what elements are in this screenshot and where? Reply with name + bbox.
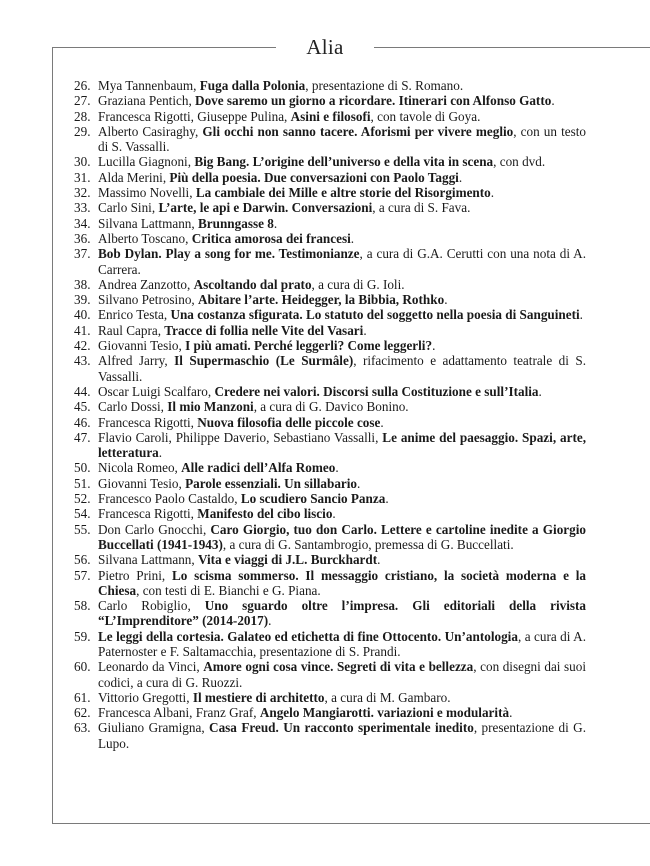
item-details: , a cura di G. Santambrogio, premessa di G. Buccellati. — [222, 536, 514, 552]
list-item — [74, 506, 586, 521]
item-author: Flavio Caroli, Philippe Daverio, Sebastiano Vassalli, — [98, 429, 383, 445]
item-text — [98, 93, 555, 108]
item-number: 58. — [74, 598, 91, 614]
item-author: Vittorio Gregotti, — [98, 689, 193, 705]
item-title: Asini e filosofi — [290, 108, 371, 124]
item-title: Nuova filosofia delle piccole cose — [197, 414, 381, 430]
item-author: Francesca Rigotti, Giuseppe Pulina, — [98, 108, 291, 124]
item-number: 52. — [74, 491, 91, 507]
list-item — [74, 246, 586, 277]
item-author: Oscar Luigi Scalfaro, — [98, 383, 215, 399]
item-details: . — [335, 460, 339, 476]
item-text — [98, 154, 545, 169]
item-author: Mya Tannenbaum, — [98, 78, 200, 93]
item-details: , presentazione di S. Romano. — [305, 78, 464, 93]
item-text — [98, 216, 277, 231]
item-number: 57. — [74, 567, 91, 583]
item-details: , con dvd. — [493, 154, 546, 170]
list-item — [74, 568, 586, 599]
item-details: , a cura di G. Davico Bonino. — [253, 399, 409, 415]
item-details: , presentazione di G. Lupo. — [98, 720, 586, 751]
catalog-list — [74, 78, 586, 751]
item-text — [98, 491, 389, 506]
item-author: Don Carlo Gnocchi, — [98, 521, 211, 537]
item-details: . — [363, 322, 367, 338]
list-item — [74, 216, 586, 231]
list-item — [74, 476, 586, 491]
item-title: Più della poesia. Due conversazioni con Paolo Taggi — [169, 169, 459, 185]
item-details: , con testi di E. Bianchi e G. Piana. — [136, 582, 321, 598]
item-number: 50. — [74, 460, 91, 476]
item-details: , a cura di G. Ioli. — [311, 276, 405, 292]
item-details: . — [380, 414, 384, 430]
item-number: 47. — [74, 429, 91, 445]
list-item — [74, 705, 586, 720]
item-number: 45. — [74, 399, 91, 415]
item-details: , con tavole di Goya. — [370, 108, 481, 124]
item-title: Dove saremo un giorno a ricordare. Itinerari con Alfonso Gatto — [195, 93, 552, 109]
item-number: 34. — [74, 215, 91, 231]
item-text — [98, 690, 451, 705]
item-details: . — [551, 93, 555, 109]
item-number: 30. — [74, 154, 91, 170]
list-item — [74, 690, 586, 705]
item-details: , a cura di M. Gambaro. — [324, 689, 451, 705]
item-author: Lucilla Giagnoni, — [98, 154, 195, 170]
item-number: 31. — [74, 169, 91, 185]
item-title: Critica amorosa dei francesi — [191, 230, 351, 246]
list-item — [74, 629, 586, 660]
item-number: 33. — [74, 200, 91, 216]
item-author: Carlo Robiglio, — [98, 598, 205, 614]
item-text — [98, 200, 470, 215]
item-text — [98, 353, 586, 383]
item-author: Nicola Romeo, — [98, 460, 182, 476]
item-title: Parole essenziali. Un sillabario — [185, 475, 358, 491]
item-details: . — [357, 475, 361, 491]
item-author: Alberto Toscano, — [98, 230, 192, 246]
item-title: L’arte, le api e Darwin. Conversazioni — [158, 200, 373, 216]
item-text — [98, 522, 586, 552]
item-author: Alda Merini, — [98, 169, 170, 185]
item-title: Gli occhi non sanno tacere. Aforismi per vivere meglio — [202, 123, 514, 139]
item-author: Francesco Paolo Castaldo, — [98, 491, 241, 507]
list-item — [74, 720, 586, 751]
item-text — [98, 720, 586, 750]
item-title: Alle radici dell’Alfa Romeo — [181, 460, 336, 476]
item-author: Giovanni Tesio, — [98, 475, 186, 491]
item-details: , a cura di A. Paternoster e F. Saltamacchia, presentazione di S. Prandi. — [98, 628, 586, 659]
item-title: Ascoltando dal prato — [193, 276, 312, 292]
item-details: . — [332, 506, 336, 522]
item-title: La cambiale dei Mille e altre storie del Risorgimento — [195, 185, 491, 201]
page-title: Alia — [276, 33, 373, 61]
list-item — [74, 78, 586, 93]
item-details: . — [377, 552, 381, 568]
item-details: . — [444, 292, 448, 308]
item-title: Casa Freud. Un racconto sperimentale inedito — [209, 720, 474, 736]
item-details: . — [385, 491, 389, 507]
item-text — [98, 124, 586, 154]
list-item — [74, 399, 586, 414]
item-text — [98, 277, 405, 292]
item-author: Raul Capra, — [98, 322, 165, 338]
item-title: I più amati. Perché leggerli? Come leggerli? — [185, 338, 433, 354]
item-number: 51. — [74, 475, 91, 491]
item-author: Francesca Albani, Franz Graf, — [98, 705, 260, 721]
list-item — [74, 93, 586, 108]
item-number: 36. — [74, 230, 91, 246]
header — [0, 33, 650, 61]
item-title: Credere nei valori. Discorsi sulla Costituzione e sull’Italia — [214, 383, 539, 399]
item-text — [98, 78, 463, 93]
list-item — [74, 185, 586, 200]
item-title: Lo scisma sommerso. Il messaggio cristiano, la società moderna e la Chiesa — [98, 567, 586, 598]
item-details: , con disegni dai suoi codici, a cura di G. Ruozzi. — [98, 659, 587, 690]
list-item — [74, 124, 586, 155]
item-author: Giovanni Tesio, — [98, 338, 186, 354]
item-title: Brunngasse 8 — [197, 215, 274, 231]
item-author: Andrea Zanzotto, — [98, 276, 194, 292]
item-text — [98, 338, 435, 353]
item-author: Francesca Rigotti, — [98, 506, 198, 522]
item-details: . — [158, 445, 163, 461]
item-title: Caro Giorgio, tuo don Carlo. Lettere e cartoline inedite a Giorgio Buccellati (1941-1943) — [98, 521, 587, 552]
item-title: Angelo Mangiarotti. variazioni e modularità — [259, 705, 510, 721]
list-item — [74, 277, 586, 292]
item-details: . — [509, 705, 513, 721]
list-item — [74, 200, 586, 215]
list-item — [74, 292, 586, 307]
list-item — [74, 307, 586, 322]
item-details: , con un testo di S. Vassalli. — [98, 123, 586, 155]
item-text — [98, 246, 586, 276]
item-number: 42. — [74, 338, 91, 354]
item-details: , rifacimento e adattamento teatrale di S. Vassalli. — [98, 353, 586, 384]
item-number: 63. — [74, 720, 91, 736]
item-number: 60. — [74, 659, 91, 675]
item-details: . — [490, 185, 495, 201]
item-number: 32. — [74, 185, 91, 201]
item-number: 37. — [74, 246, 91, 262]
item-details: . — [579, 307, 583, 323]
item-title: Le leggi della cortesia. Galateo ed etichetta di fine Ottocento. Un’antologia — [98, 628, 518, 644]
item-author: Alberto Casiraghy, — [98, 123, 203, 139]
list-item — [74, 552, 586, 567]
item-text — [98, 568, 586, 598]
item-title: Il Supermaschio (Le Surmâle) — [174, 353, 354, 369]
item-details: . — [350, 230, 355, 246]
item-title: Una costanza sfigurata. Lo statuto del soggetto nella poesia di Sanguineti — [170, 307, 580, 323]
item-number: 55. — [74, 521, 91, 537]
item-title: Lo scudiero Sancio Panza — [240, 491, 386, 507]
item-text — [98, 231, 354, 246]
item-title: Il mestiere di architetto — [192, 689, 325, 705]
item-text — [98, 399, 409, 414]
list-item — [74, 231, 586, 246]
item-title: Le anime del paesaggio. Spazi, arte, letteratura — [98, 429, 586, 461]
item-author: Pietro Prini, — [98, 567, 172, 583]
item-title: Uno sguardo oltre l’impresa. Gli editoriali della rivista “L’Imprenditore” (2014-2017) — [98, 598, 586, 629]
item-details: . — [432, 338, 436, 354]
item-title: Fuga dalla Polonia — [199, 78, 306, 93]
item-title: Abitare l’arte. Heidegger, la Bibbia, Rothko — [198, 292, 445, 308]
item-number: 38. — [74, 276, 91, 292]
list-item — [74, 522, 586, 553]
item-text — [98, 323, 367, 338]
item-text — [98, 460, 339, 475]
item-number: 44. — [74, 383, 91, 399]
item-author: Enrico Testa, — [98, 307, 171, 323]
item-author: Massimo Novelli, — [98, 185, 196, 201]
item-author: Francesca Rigotti, — [98, 414, 198, 430]
item-text — [98, 552, 380, 567]
item-title: Vita e viaggi di J.L. Burckhardt — [197, 552, 378, 568]
item-number: 59. — [74, 628, 91, 644]
item-author: Giuliano Gramigna, — [98, 720, 210, 736]
list-item — [74, 384, 586, 399]
item-author: Alfred Jarry, — [98, 353, 175, 369]
item-author: Silvana Lattmann, — [98, 552, 198, 568]
item-author: Graziana Pentich, — [98, 93, 196, 109]
item-details: . — [273, 215, 278, 231]
item-text — [98, 292, 447, 307]
item-text — [98, 109, 480, 124]
item-details: , a cura di G.A. Cerutti con una nota di A. Carrera. — [98, 246, 586, 277]
item-author: Leonardo da Vinci, — [98, 659, 204, 675]
item-number: 40. — [74, 307, 91, 323]
item-number: 41. — [74, 322, 91, 338]
item-details: . — [538, 383, 542, 399]
list-item — [74, 154, 586, 169]
list-item — [74, 109, 586, 124]
item-number: 46. — [74, 414, 91, 430]
item-number: 43. — [74, 353, 91, 369]
item-title: Manifesto del cibo liscio — [197, 506, 333, 522]
item-number: 54. — [74, 506, 91, 522]
item-title: Il mio Manzoni — [167, 399, 254, 415]
item-text — [98, 430, 586, 460]
item-text — [98, 705, 512, 720]
item-author: Silvano Petrosino, — [98, 292, 199, 308]
item-author: Carlo Dossi, — [98, 399, 168, 415]
list-item — [74, 415, 586, 430]
item-text — [98, 506, 336, 521]
list-item — [74, 430, 586, 461]
item-author: Silvana Lattmann, — [98, 215, 198, 231]
item-text — [98, 384, 542, 399]
item-title: Big Bang. L’origine dell’universo e della vita in scena — [194, 154, 494, 170]
item-text — [98, 629, 586, 659]
item-number: 26. — [74, 78, 91, 93]
list-item — [74, 659, 586, 690]
item-title: Amore ogni cosa vince. Segreti di vita e bellezza — [203, 659, 474, 675]
item-text — [98, 185, 494, 200]
item-number: 28. — [74, 108, 91, 124]
item-text — [98, 598, 586, 628]
item-author: Carlo Sini, — [98, 200, 159, 216]
list-item — [74, 598, 586, 629]
list-item — [74, 170, 586, 185]
list-item — [74, 460, 586, 475]
item-title: Bob Dylan. Play a song for me. Testimonianze — [98, 246, 360, 262]
list-item — [74, 338, 586, 353]
item-title: Tracce di follia nelle Vite del Vasari — [164, 322, 364, 338]
list-item — [74, 353, 586, 384]
item-number: 62. — [74, 705, 91, 721]
item-number: 61. — [74, 689, 91, 705]
item-text — [98, 476, 360, 491]
item-details: . — [268, 613, 272, 629]
list-item — [74, 323, 586, 338]
item-details: , a cura di S. Fava. — [372, 200, 471, 216]
item-text — [98, 659, 586, 689]
item-number: 39. — [74, 292, 91, 308]
list-item — [74, 491, 586, 506]
item-text — [98, 170, 462, 185]
item-details: . — [458, 169, 463, 185]
item-number: 56. — [74, 552, 91, 568]
item-text — [98, 415, 384, 430]
item-text — [98, 307, 583, 322]
item-number: 27. — [74, 93, 91, 109]
item-number: 29. — [74, 123, 91, 139]
